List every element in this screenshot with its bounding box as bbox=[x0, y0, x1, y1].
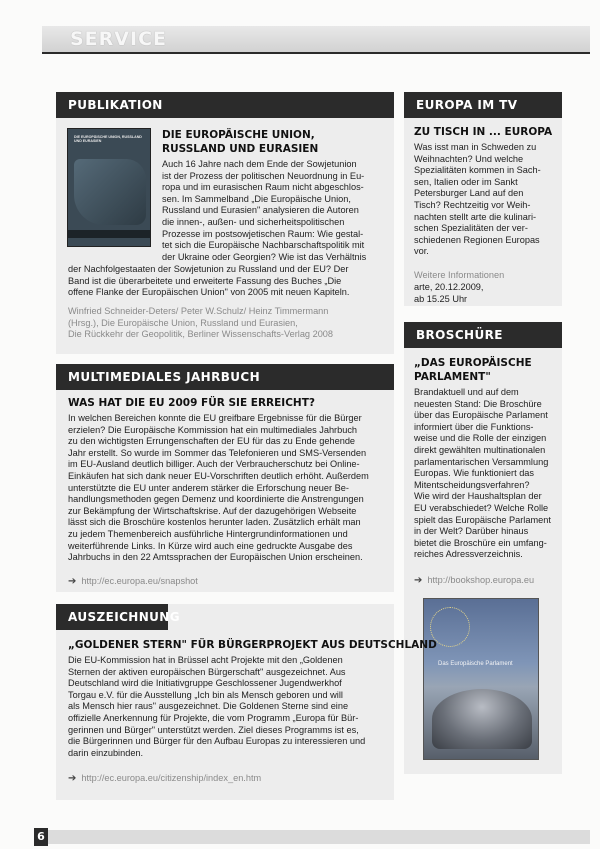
footer-bar bbox=[48, 830, 590, 844]
jahrbuch-label: MULTIMEDIALES JAHRBUCH bbox=[56, 364, 394, 390]
auszeichnung-label: AUSZEICHNUNG bbox=[56, 604, 168, 630]
publikation-label: PUBLIKATION bbox=[56, 92, 394, 118]
book-cover bbox=[67, 128, 151, 247]
publikation-heading: DIE EUROPÄISCHE UNION, RUSSLAND UND EURASIEN bbox=[162, 129, 319, 155]
auszeichnung-text: Die EU-Kommission hat in Brüssel acht Projekte mit den „Goldenen Sternen der aktiven europäischen Bürgerschaft" ausgezeichnet. Aus Deutschland wird die Initiativgruppe Geschlossener Jugendwerkhof Torgau e.V. für die Ausstellung „Ich bin als Mensch geboren und will als Mensch hier raus" ausgezeichnet. Die Goldenen Sterne sind eine offizielle Anerkennung für Projekte, die vom Programm „Europa für Bür- gerinnen und Bürger" unterstützt werden. Ziel dieses Programms ist es, die Bürgerinnen und Bürger für den Aufbau Europas zu interessieren und darin einzubinden. bbox=[68, 655, 366, 758]
jahrbuch-text: In welchen Bereichen konnte die EU greifbare Ergebnisse für die Bürger erzielen? Die Europäische Kommission hat ein multimediales Jahrbuch zu den wichtigsten Errungenschaften der EU für das zu Ende gehende Jahr erstellt. So wurde im Sommer das Telefonieren und SMS-Versenden im EU-Ausland deutlich billiger. Auch der Verbraucherschutz bei Online- Einkäufen hat sich dank neuer EU-Vorschriften deutlich erhöht. Außerdem unterstützte die EU unter anderem stärker die Erforschung neuer Be- handlungsmethoden gegen Demenz und koordinierte die Anstrengungen zur Bekämpfung der Wirtschaftskrise. Auf der dazugehörigen Webseite lässt sich die Broschüre kostenlos herunter laden. Zusätzlich erhält man zu jedem Themenbereich ausführliche Hintergrundinformationen und weiterführende Links. In Kürze wird auch eine gedruckte Ausgabe des Jahrbuchs in den 22 Amtssprachen der Europäischen Union erscheinen. bbox=[68, 413, 369, 563]
auszeichnung-heading: „GOLDENER STERN" FÜR BÜRGERPROJEKT AUS DEUTSCHLAND bbox=[68, 639, 437, 651]
europa-tv-label: EUROPA IM TV bbox=[404, 92, 562, 118]
publikation-text-wide: der Nachfolgestaaten der Sowjetunion zu Russland und der EU? Der Band ist die überarbeitete und erweiterte Fassung des Buches „Die offene Flanke der Europäischen Union" von 2005 mit neuen Kapiteln. bbox=[68, 264, 350, 298]
europa-tv-more[interactable]: Weitere Informationen bbox=[414, 270, 505, 280]
broschuere-heading: „DAS EUROPÄISCHE PARLAMENT" bbox=[414, 357, 532, 383]
europa-tv-text: Was isst man in Schweden zu Weihnachten? Und welche Spezialitäten kommen in Sach- sen, Italien oder im Sankt Petersburger Land auf den Tisch? Rechtzeitig vor Weih- nachten stellt arte die kulinari- schen Spezialitäten der ver- schiedenen Regionen Europas vor. bbox=[414, 142, 541, 257]
broschuere-label: BROSCHÜRE bbox=[404, 322, 562, 348]
jahrbuch-heading: WAS HAT DIE EU 2009 FÜR SIE ERREICHT? bbox=[68, 397, 315, 409]
europe-map-image bbox=[74, 159, 146, 225]
book-band bbox=[68, 230, 150, 238]
europa-tv-info: arte, 20.12.2009, ab 15.25 Uhr bbox=[414, 282, 484, 304]
book-cover-title: DIE EUROPÄISCHE UNION, RUSSLAND UND EURASIEN bbox=[74, 135, 142, 144]
page-number: 6 bbox=[34, 828, 48, 846]
header-rule bbox=[42, 52, 590, 54]
parliament-hall-image bbox=[432, 689, 532, 749]
broschuere-link[interactable]: ➔ http://bookshop.europa.eu bbox=[414, 575, 535, 586]
publikation-text-narrow: Auch 16 Jahre nach dem Ende der Sowjetunion ist der Prozess der politischen Neuordnung in Eu- ropa und im eurasischen Raum nicht abgeschlos- sen. Im Sammelband „Die Europäische Union, Russland und Eurasien" analysieren die Autoren die innen-, außen- und sicherheitspolitischen Prozesse im postsowjetischen Raum: Wie gestal- tet sich die Europäische Nachbarschaftspolitik mit der Ukraine oder Georgien? Wie ist das Verhältnis bbox=[162, 159, 367, 262]
brochure-cover-title: Das Europäische Parlament bbox=[438, 661, 513, 667]
page-header bbox=[0, 26, 600, 54]
arrow-right-icon: ➔ bbox=[414, 575, 423, 586]
jahrbuch-link[interactable]: ➔ http://ec.europa.eu/snapshot bbox=[68, 576, 198, 587]
arrow-right-icon: ➔ bbox=[68, 576, 77, 587]
auszeichnung-link[interactable]: ➔ http://ec.europa.eu/citizenship/index_en.htm bbox=[68, 773, 262, 784]
publikation-credits: Winfried Schneider-Deters/ Peter W.Schulz/ Heinz Timmermann (Hrsg.), Die Europäische Union, Russland und Eurasien, Die Rückkehr der Geopolitik, Berliner Wissenschafts-Verlag 2008 bbox=[68, 306, 334, 340]
arrow-right-icon: ➔ bbox=[68, 773, 77, 784]
page-title: SERVICE bbox=[70, 28, 167, 50]
europa-tv-heading: ZU TISCH IN ... EUROPA bbox=[414, 126, 553, 138]
broschuere-text: Brandaktuell und auf dem neuesten Stand: Die Broschüre über das Europäische Parlament informiert über die Funktions- weise und die Rolle der einzigen direkt gewählten multinationalen parlamentarischen Versammlung Europas. Wie funktioniert das Mitentscheidungsverfahren? Wie wird der Haushaltsplan der EU verabschiedet? Welche Rolle spielt das Europäische Parlament in der Welt? Darüber hinaus bietet die Broschüre ein umfang- reiches Adressverzeichnis. bbox=[414, 387, 551, 560]
brochure-cover bbox=[423, 598, 539, 760]
